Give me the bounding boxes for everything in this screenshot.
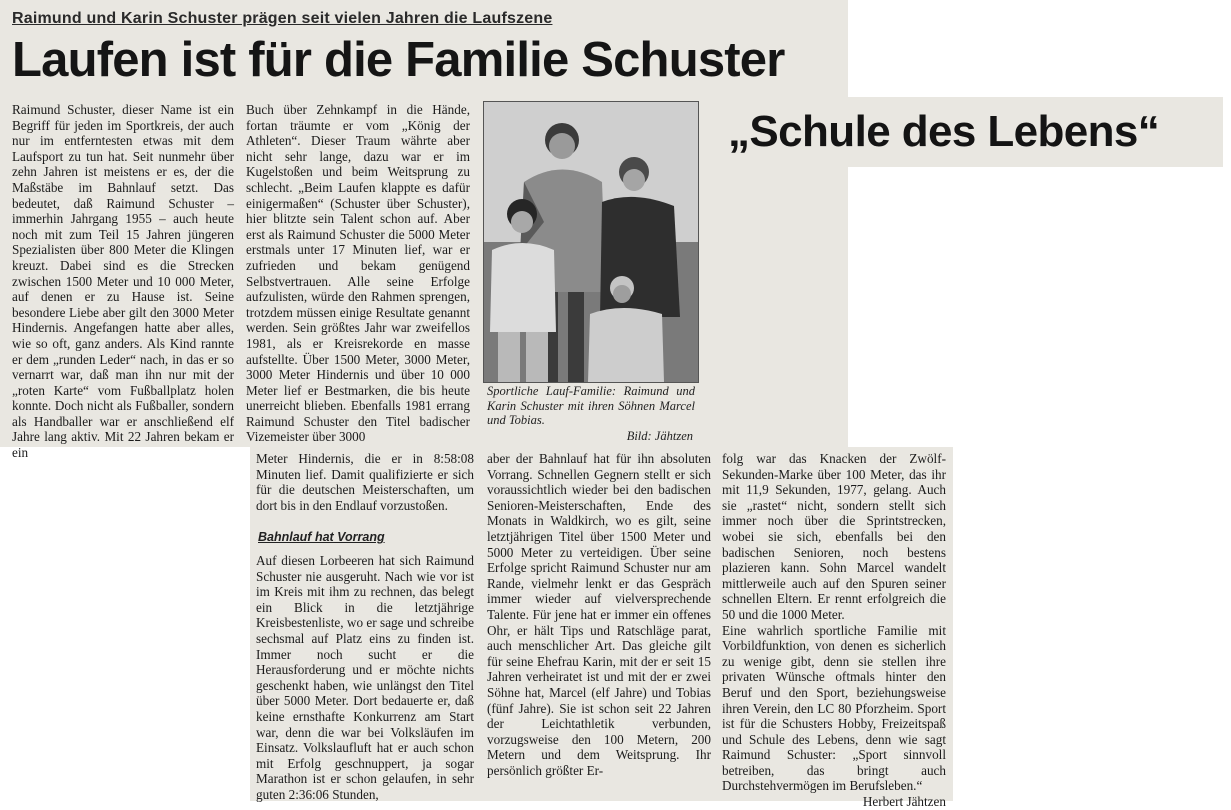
column-text: Buch über Zehnkampf in die Hände, fortan träumte er vom „König der Athleten“. Dieser Traum währte aber nicht sehr lange, dazu war er im Kugelstoßen und beim Weitsprung zu schlecht. „Beim Laufen klappte es dafür einigermaßen“ (Schuster über Schuster), hier blitzte sein Talent schon auf. Aber erst als Raimund Schuster die 5000 Meter erstmals unter 17 Minuten lief, war er zufrieden und bekam genügend Selbstvertrauen. Alle seine Erfolge aufzulisten, würde den Rahmen sprengen, trotzdem müssen einige Resultate genannt werden. Sein größtes Jahr war zweifellos 1981, als er Kreisrekorde en masse aufstellte. Über 1500 Meter, 3000 Meter, 3000 Meter Hindernis und über 10 000 Meter lief er Bestmarken, die bis heute unerreicht blieben. Ebenfalls 1981 errang Raimund Schuster den Titel badischer Vizemeister über 3000 xyxy=(246,102,470,445)
article-headline: Laufen ist für die Familie Schuster xyxy=(12,33,785,87)
column-text: Eine wahrlich sportliche Familie mit Vorbildfunktion, von denen es sicherlich zu wenige gibt, denn sie stellen ihre privaten Wünsche oftmals hinter den Beruf und den Sport, beziehungsweise ihren Verein, den LC 80 Pforzheim. Sport ist für die Schusters Hobby, Freizeitspaß und Schule des Lebens, denn wie sagt Raimund Schuster: „Sport sinnvoll betreiben, das bringt auch Durchstehvermögen im Berufsleben.“ xyxy=(722,622,946,794)
article-author: Herbert Jähtzen xyxy=(862,794,946,810)
article-kicker: Raimund und Karin Schuster prägen seit vielen Jahren die Laufszene xyxy=(12,10,553,27)
article-column-4 xyxy=(256,553,474,802)
column-text: Raimund Schuster, dieser Name ist ein Begriff für jeden im Sportkreis, der auch nur im entferntesten etwas mit dem Laufsport zu tun hat. Seit nunmehr über zehn Jahren ist meistens er es, der die Maßstäbe im Bahnlauf setzt. Das bedeutet, daß Raimund Schuster – immerhin Jahrgang 1955 – auch heute noch mit zum Teil 15 Jahren jüngeren Spezialisten über 800 Meter die Klingen kreuzt. Dabei sind es die Strecken zwischen 1500 Meter und 10 000 Meter, auf denen er zu Hause ist. Seine besondere Liebe aber gilt den 3000 Meter Hindernis. Angefangen hatte aber alles, wie so oft, ganz anders. Als Kind rannte er dem „runden Leder“ nach, in das er so vernarrt war, daß man ihn nur mit der „roten Karte“ vom Fußballplatz holen konnte. Doch nicht als Fußballer, sondern als Handballer war er anschließend elf Jahre lang aktiv. Mit 22 Jahren bekam er ein xyxy=(12,102,234,461)
article-column-1 xyxy=(12,102,234,461)
column-text: folg war das Knacken der Zwölf-Sekunden-Marke über 100 Meter, das ihr mit 11,9 Sekunden, 1977, gelang. Auch sie „rastet“ nicht, sondern stellt sich immer noch über die Sprintstrecken, wobei sie sich, ebenfalls bei den badischen Senioren, noch bestens plazieren kann. Sohn Marcel wandelt mittlerweile auch auf den Spuren seiner schnellen Eltern. Er rennt erfolgreich die 50 und die 1000 Meter. xyxy=(722,451,946,622)
photo-caption: Sportliche Lauf-Familie: Raimund und Karin Schuster mit ihren Söhnen Marcel und Tobias. xyxy=(487,384,695,427)
family-photo-illustration xyxy=(484,102,698,382)
article-column-5 xyxy=(487,451,711,799)
photo-credit: Bild: Jähtzen xyxy=(626,429,693,443)
column-text: Auf diesen Lorbeeren hat sich Raimund Schuster nie ausgeruht. Nach wie vor ist im Kreis mit ihm zu rechnen, das belegt ein Blick in die letztjährige Kreisbestenliste, wo er sage und schreibe sechsmal auf Platz eins zu finden ist. Immer noch sucht er die Herausforderung und er möchte nichts geschenkt haben, wie unlängst den Titel über 5000 Meter. Dort bedauerte er, daß keine ernsthafte Konkurrenz am Start war, denn die war bei Volksläufen im Einsatz. Volkslaufluft hat er auch schon mit Erfolg geschnuppert, ja sogar Marathon ist er schon gelaufen, in sehr guten 2:36:06 Stunden, xyxy=(256,553,474,802)
column-text: Meter Hindernis, die er in 8:58:08 Minuten lief. Damit qualifizierte er sich für die deutschen Meisterschaften, um dort bis in den Endlauf vorzustoßen. xyxy=(256,451,474,513)
article-column-6 xyxy=(722,451,946,810)
column-text: aber der Bahnlauf hat für ihn absoluten Vorrang. Schnellen Gegnern stellt er sich voraussichtlich wieder bei den badischen Senioren-Meisterschaften, Ende des Monats in Waldkirch, wo es gilt, seine letztjährigen Titel über 1500 Meter und 5000 Meter zu verteidigen. Über seine Erfolge spricht Raimund Schuster nur am Rande, vielmehr lenkt er das Gespräch immer wieder auf vielversprechende Talente. Für jene hat er immer ein offenes Ohr, er hält Tips und Ratschläge parat, auch menschlicher Art. Das gleiche gilt für seine Ehefrau Karin, mit der er seit 15 Jahren verheiratet ist und mit der er zwei Söhne hat, Marcel (elf Jahre) und Tobias (fünf Jahre). Sie ist schon seit 22 Jahren der Leichtathletik verbunden, vorzugsweise den 100 Metern, 200 Metern und dem Weitsprung. Ihr persönlich größter Er- xyxy=(487,451,711,778)
article-column-2 xyxy=(246,102,470,444)
article-subheading: Bahnlauf hat Vorrang xyxy=(258,530,385,544)
article-column-3 xyxy=(256,451,474,533)
side-headline: „Schule des Lebens“ xyxy=(728,107,1160,156)
family-photo xyxy=(483,101,699,383)
